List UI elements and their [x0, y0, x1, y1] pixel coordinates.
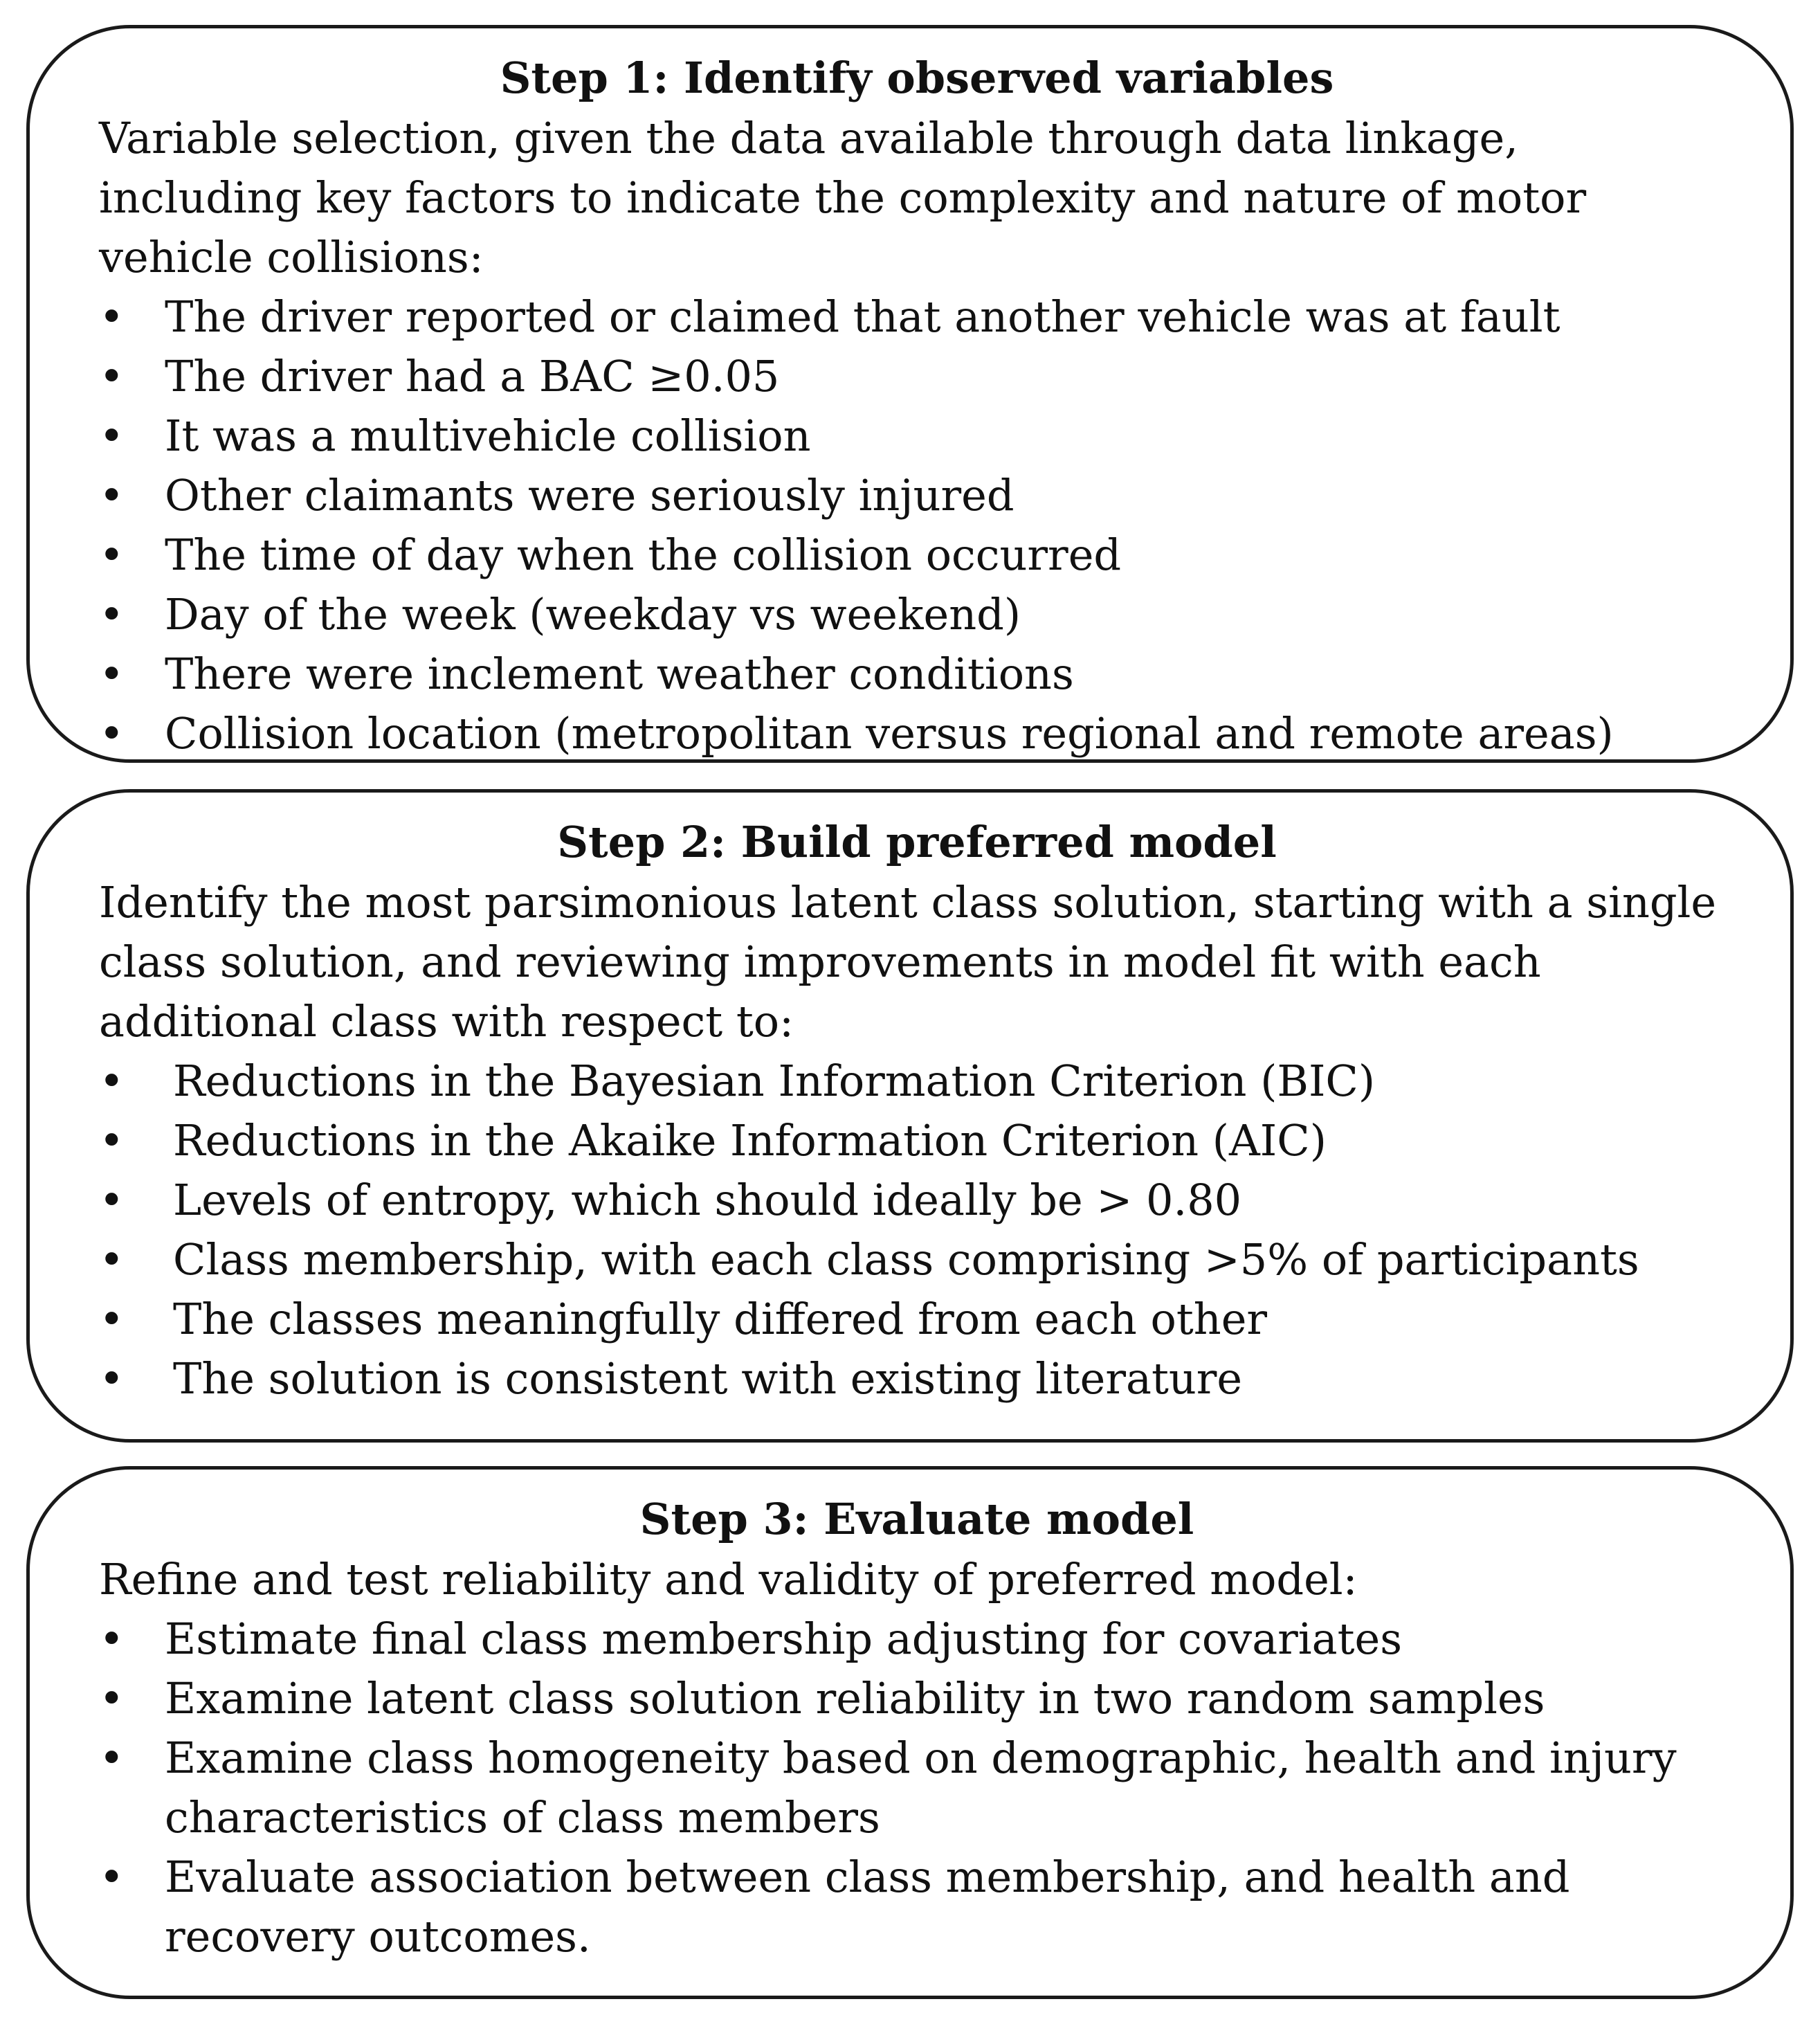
list-item-text: Collision location (metropolitan versus regional and remote areas): [165, 708, 1614, 759]
bullet-icon: •: [99, 470, 125, 521]
list-item: [99, 525, 1735, 585]
bullet-icon: •: [99, 1673, 125, 1724]
list-item-text: Examine class homogeneity based on demographic, health and injury characteristics of class members: [165, 1733, 1677, 1843]
step-2-bullet-list: [99, 1051, 1735, 1409]
bullet-icon: •: [99, 1056, 125, 1106]
list-item: [99, 1847, 1735, 1967]
list-item: [99, 1669, 1735, 1728]
list-item-text: There were inclement weather conditions: [165, 649, 1074, 699]
list-item-text: Levels of entropy, which should ideally be > 0.80: [173, 1175, 1242, 1225]
list-item: [99, 1609, 1735, 1669]
step-3-box: [26, 1466, 1794, 1999]
list-item-text: Evaluate association between class membership, and health and recovery outcomes.: [165, 1852, 1570, 1962]
list-item: [99, 1111, 1735, 1171]
list-item: [99, 287, 1735, 347]
bullet-icon: •: [99, 291, 125, 342]
list-item-text: Examine latent class solution reliability in two random samples: [165, 1673, 1545, 1724]
bullet-icon: •: [99, 1353, 125, 1404]
list-item-text: It was a multivehicle collision: [165, 410, 811, 461]
bullet-icon: •: [99, 1614, 125, 1664]
list-item-text: The classes meaningfully differed from each other: [173, 1294, 1268, 1344]
step-3-bullet-list: [99, 1609, 1735, 1967]
list-item-text: The time of day when the collision occurred: [165, 530, 1122, 580]
list-item: [99, 1230, 1735, 1290]
list-item: [99, 1051, 1735, 1111]
step-1-intro: Variable selection, given the data available through data linkage, including key factors to indicate the complexity and nature of motor vehicle collisions:: [99, 113, 1587, 282]
bullet-icon: •: [99, 1234, 125, 1285]
step-1-bullet-list: [99, 287, 1735, 763]
list-item-text: The driver reported or claimed that another vehicle was at fault: [165, 291, 1560, 342]
list-item: [99, 466, 1735, 525]
list-item-text: The driver had a BAC ≥0.05: [165, 351, 780, 401]
bullet-icon: •: [99, 530, 125, 580]
step-1-box: [26, 25, 1794, 763]
bullet-icon: •: [99, 410, 125, 461]
bullet-icon: •: [99, 351, 125, 401]
bullet-icon: •: [99, 708, 125, 759]
list-item-text: Day of the week (weekday vs weekend): [165, 589, 1021, 640]
bullet-icon: •: [99, 1175, 125, 1225]
bullet-icon: •: [99, 1115, 125, 1166]
list-item: [99, 644, 1735, 704]
list-item: [99, 406, 1735, 466]
list-item-text: Reductions in the Bayesian Information Criterion (BIC): [173, 1056, 1376, 1106]
list-item: [99, 585, 1735, 644]
bullet-icon: •: [99, 589, 125, 640]
step-2-box: [26, 789, 1794, 1443]
list-item: [99, 1728, 1735, 1847]
step-1-title: Step 1: Identify observed variables: [500, 53, 1334, 103]
step-3-intro: Refine and test reliability and validity of preferred model:: [99, 1554, 1358, 1605]
list-item: [99, 347, 1735, 406]
bullet-icon: •: [99, 649, 125, 699]
list-item-text: Other claimants were seriously injured: [165, 470, 1014, 521]
list-item: [99, 1290, 1735, 1349]
bullet-icon: •: [99, 1852, 125, 1902]
step-2-title: Step 2: Build preferred model: [557, 817, 1277, 867]
step-3-title: Step 3: Evaluate model: [639, 1494, 1194, 1544]
list-item-text: Estimate final class membership adjusting for covariates: [165, 1614, 1403, 1664]
list-item-text: The solution is consistent with existing literature: [173, 1353, 1243, 1404]
list-item-text: Class membership, with each class comprising >5% of participants: [173, 1234, 1639, 1285]
step-2-intro: Identify the most parsimonious latent class solution, starting with a single class solution, and reviewing improvements in model fit with each additional class with respect to:: [99, 877, 1717, 1047]
list-item: [99, 1349, 1735, 1409]
list-item-text: Reductions in the Akaike Information Criterion (AIC): [173, 1115, 1327, 1166]
list-item: [99, 704, 1735, 763]
bullet-icon: •: [99, 1294, 125, 1344]
list-item: [99, 1171, 1735, 1230]
bullet-icon: •: [99, 1733, 125, 1783]
